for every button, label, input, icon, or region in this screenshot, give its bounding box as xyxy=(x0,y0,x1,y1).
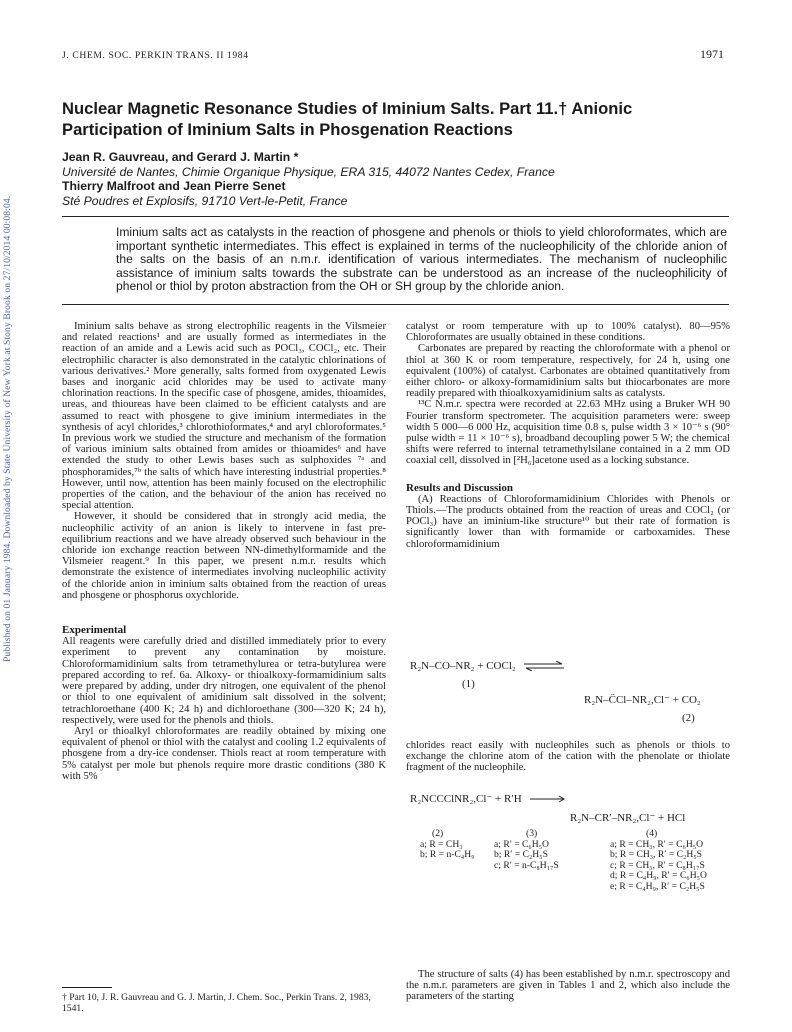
exchange-paragraph: chlorides react easily with nucleophiles such as phenols or thiols to exchange the chlorine atom of the cation with the phenolate or thiolate fragment of the nucleophile. xyxy=(406,740,730,774)
footnote-rule xyxy=(62,987,112,988)
substituent-3c: c; R′ = n-C₈H₁₇S xyxy=(494,859,559,871)
scheme1-reactants-text: R₂N–CO–NR₂ + COCl₂ xyxy=(410,660,516,672)
substituent-2b: b; R = n-C₄H₉ xyxy=(420,849,475,861)
substituent-4c: c; R = CH₃, R′ = C₈H₁₇S xyxy=(610,859,705,871)
authors-group-1: Jean R. Gauvreau, and Gerard J. Martin * xyxy=(62,150,299,164)
article-title xyxy=(62,98,742,140)
label-4: (4) xyxy=(646,828,658,839)
top-rule xyxy=(62,216,729,217)
scheme2-substituents-2 xyxy=(420,829,474,861)
nmr-paragraph: ¹³C N.m.r. spectra were recorded at 22.63 MHz using a Bruker WH 90 Fourier transform spectrometer. The acquisition parameters were: sweep width 5 000—6 000 Hz, acquisition time 0.8 s, pulse width 3 × 10⁻⁶ s (90° pulse width = 11 × 10⁻⁶ s), broadband decoupling power 5 W; the chemical shifts were referred to internal tetramethylsilane contained in a 2 mm OD coaxial cell, dissolved in [²H₆]acetone used as a locking substance. xyxy=(406,399,730,467)
title-line-2: Participation of Iminium Salts in Phosgenation Reactions xyxy=(62,120,513,139)
substituent-4e: e; R = C₄H₉, R′ = C₂H₅S xyxy=(610,880,705,892)
scheme1-product: R₂N–C̈Cl–NR₂,Cl⁻ + CO₂ xyxy=(584,694,701,706)
substituent-3a: a; R′ = C₆H₅O xyxy=(494,838,549,850)
structure-paragraph: The structure of salts (4) has been established by n.m.r. spectroscopy and the n.m.r. parameters are given in Tables 1 and 2, which also include the parameters of the starting xyxy=(406,969,730,1003)
scheme2-reactants xyxy=(410,792,566,805)
substituent-3b: b; R′ = C₂H₅S xyxy=(494,849,548,861)
right-paragraph-1: catalyst or room temperature with up to 100% catalyst). 80—95% Chloroformates are usually obtained in these conditions. xyxy=(406,321,730,344)
results-paragraph: (A) Reactions of Chloroformamidinium Chlorides with Phenols or Thiols.—The products obtained from the reaction of ureas and COCl₂ (or POCl₃) have an iminium-like structure¹⁰ but their rate of formation is significantly lower than with formamide or carboxamides. These chloroformamidinium xyxy=(406,493,730,550)
scheme2-substituents-4 xyxy=(610,829,707,893)
bottom-rule xyxy=(62,304,729,305)
abstract: Iminium salts act as catalysts in the reaction of phosgene and phenols or thiols to yield chloroformates, which are important synthetic intermediates. This effect is explained in terms of the nucleophilicity of the chloride anion of the salts on the basis of an n.m.r. identification of various intermediates. The mechanism of nucleophilic assistance of iminium salts towards the substrate can be understood as an increase of the nucleophilicity of phenol or thiol by proton abstraction from the OH or SH group by the chloride anion. xyxy=(116,225,727,293)
scheme1-label-1: (1) xyxy=(462,678,475,690)
experimental-heading: Experimental xyxy=(62,624,127,637)
right-paragraph-2: Carbonates are prepared by reacting the chloroformate with a phenol or thiol at 360 K or room temperature, respectively, for 24 h, using one equivalent (100%) of catalyst. Carbonates are obtained quantitatively from either chloro- or alkoxy-formamidinium salts but thiocarbonates are more readily prepared with thioalkoxyamidinium salts as catalysts. xyxy=(406,343,730,400)
running-head: J. CHEM. SOC. PERKIN TRANS. II 1984 xyxy=(62,50,249,61)
intro-paragraph-2: However, it should be considered that in strongly acid media, the nucleophilic activity of an anion is likely to intervene in fast pre-equilibrium reactions and we have already observed such behaviour in the chloride ion exchange reaction between NN-dimethylformamide and the Vilsmeier reagent.⁹ In this paper, we present n.m.r. results which demonstrate the existence of intermediates involving nucleophilic activity of the chloride anion in iminium salts obtained from the reaction of ureas and phosgene or phosphorus oxychloride. xyxy=(62,511,386,601)
substituent-2a: a; R = CH₃ xyxy=(420,838,463,850)
authors-group-2: Thierry Malfroot and Jean Pierre Senet xyxy=(62,179,286,193)
right-column xyxy=(406,321,730,550)
page-number: 1971 xyxy=(700,47,724,61)
substituent-4a: a; R = CH₃, R′ = C₆H₅O xyxy=(610,838,704,850)
download-watermark: Published on 01 January 1984. Downloaded by State University of New York at Stony Brook on 27/10/2014 00:08:04. xyxy=(2,195,13,662)
footnote: † Part 10, J. R. Gauvreau and G. J. Martin, J. Chem. Soc., Perkin Trans. 2, 1983, 1541. xyxy=(62,992,371,1014)
right-column-continued xyxy=(406,740,730,774)
experimental-paragraph-2: Aryl or thioalkyl chloroformates are readily obtained by mixing one equivalent of phenol or thiol with the catalyst and cooling 1.2 equivalents of phosgene from a dry-ice condenser. Thiols react at room temperature with 5% catalyst per mole but phenols require more drastic conditions (380 K with 5% xyxy=(62,725,386,782)
right-column-bottom xyxy=(406,969,730,1003)
left-column xyxy=(62,321,386,782)
label-2: (2) xyxy=(432,828,444,839)
title-line-1: Nuclear Magnetic Resonance Studies of Iminium Salts. Part 11.† Anionic xyxy=(62,99,633,118)
equilibrium-arrow-icon xyxy=(524,661,564,671)
experimental-paragraph-1: All reagents were carefully dried and distilled immediately prior to every experiment to prevent any contamination by moisture. Chloroformamidinium salts from tetramethylurea or tetra-butylurea were prepared according to ref. 6a. Alkoxy- or thioalkoxy-formamidinium salts were prepared by adding, under dry nitrogen, one equivalent of the phenol or thiol to one equivalent of amidinium salt dissolved in the solvent; tetrachloroethane (400 K; 24 h) and dichloroethane (300—320 K; 24 h), respectively, were used for the phenols and thiols. xyxy=(62,636,386,726)
results-heading: Results and Discussion xyxy=(406,481,513,494)
scheme1-reactants xyxy=(410,660,564,672)
scheme2-product: R₂N–CR′–NR₂,Cl⁻ + HCl xyxy=(570,812,686,824)
reaction-arrow-icon xyxy=(530,795,566,803)
scheme1-label-2: (2) xyxy=(682,712,695,724)
intro-paragraph-1: Iminium salts behave as strong electrophilic reagents in the Vilsmeier and related reactions¹ and are usually formed as intermediates in the reaction of an amide and a Lewis acid such as POCl₃, COCl₂, etc. Their electrophilic character is also demonstrated in the catalytic chlorinations of various derivatives.² More generally, salts formed from oxygenated Lewis bases and inorganic acid chlorides may be used to activate many chlorination reactions. In the specific case of phosgene, amides, thioamides, ureas, and thioureas have been claimed to be efficient catalysts and are assumed to react with phosgene to give iminium intermediates in the synthesis of acyl chlorides,³ chlorothioformates,⁴ and aryl chloroformates.⁵ In previous work we studied the structure and mechanism of the formation of various iminium salts obtained from amides or thioamides⁶ and have extended the study to other Lewis bases such as sulphoxides ⁷ᵃ and phosphoramides,⁷ᵇ the salts of which have interesting industrial properties.⁸ However, until now, attention has been mainly focused on the electrophilic properties of the cation, and the behaviour of the anion has received no special attention. xyxy=(62,321,386,512)
author-block xyxy=(62,150,555,208)
affiliation-2: Sté Poudres et Explosifs, 91710 Vert-le-Petit, France xyxy=(62,193,348,208)
substituent-4d: d; R = C₄H₉, R′ = C₆H₅O xyxy=(610,870,707,882)
label-3: (3) xyxy=(526,828,538,839)
scheme2-reactants-text: R₂NCCClNR₂,Cl⁻ + R′H xyxy=(410,793,522,805)
substituent-4b: b; R = CH₃, R′ = C₂H₅S xyxy=(610,849,702,861)
scheme2-substituents-3 xyxy=(494,829,559,871)
affiliation-1: Université de Nantes, Chimie Organique Physique, ERA 315, 44072 Nantes Cedex, France xyxy=(62,164,555,179)
